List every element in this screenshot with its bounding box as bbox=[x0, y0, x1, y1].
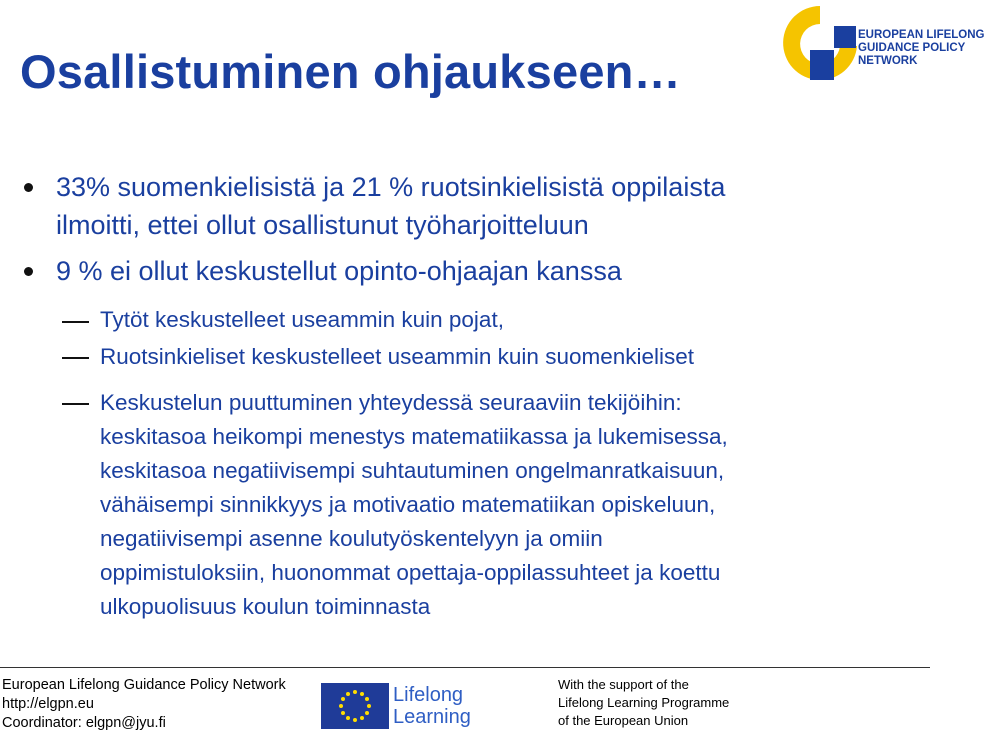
bullet-2-line-1: 9 % ei ollut keskustellut opinto-ohjaajan kanssa bbox=[56, 256, 622, 286]
subbullet-3-line-5: negatiivisempi asenne koulutyöskentelyyn ja omiin bbox=[100, 526, 603, 551]
subbullet-3-line-4: vähäisempi sinnikkyys ja motivaatio matematiikan opiskeluun, bbox=[100, 492, 716, 517]
footer-support-line-3: of the European Union bbox=[558, 713, 689, 728]
dash-icon bbox=[62, 321, 89, 323]
subbullet-3-line-3: keskitasoa negatiivisempi suhtautuminen ongelmanratkaisuun, bbox=[100, 458, 725, 483]
footer-support-line-1: With the support of the bbox=[558, 677, 689, 692]
dash-icon bbox=[62, 357, 89, 359]
eu-flag-icon bbox=[321, 683, 389, 729]
ll-line-2: Learning bbox=[393, 706, 471, 728]
footer-url-link[interactable]: http://elgpn.eu bbox=[2, 696, 94, 712]
logo-line-1: EUROPEAN LIFELONG bbox=[858, 29, 985, 41]
subbullet-3-line-1: Keskustelun puuttuminen yhteydessä seuraaviin tekijöihin: bbox=[100, 390, 682, 415]
footer-network-name: European Lifelong Guidance Policy Network bbox=[2, 677, 286, 693]
logo-text bbox=[858, 29, 985, 68]
bullet-dot-icon bbox=[24, 267, 33, 276]
subbullet-1-line-1: Tytöt keskustelleet useammin kuin pojat, bbox=[100, 307, 504, 332]
bullet-dot-icon bbox=[24, 183, 33, 192]
footer-coordinator[interactable]: Coordinator: elgpn@jyu.fi bbox=[2, 715, 166, 731]
slide-title: Osallistuminen ohjaukseen… bbox=[20, 45, 681, 98]
logo-line-3: NETWORK bbox=[858, 55, 918, 67]
subbullet-3-line-6: oppimistuloksiin, huonommat opettaja-oppilassuhteet ja koettu bbox=[100, 560, 721, 585]
subbullet-3-line-2: keskitasoa heikompi menestys matematiikassa ja lukemisessa, bbox=[100, 424, 728, 449]
lifelong-learning-logo bbox=[393, 684, 471, 728]
bullet-1-line-2: ilmoitti, ettei ollut osallistunut työharjoitteluun bbox=[56, 210, 589, 240]
logo-line-2: GUIDANCE POLICY bbox=[858, 42, 966, 54]
dash-icon bbox=[62, 403, 89, 405]
footer-support-line-2: Lifelong Learning Programme bbox=[558, 695, 730, 710]
footer-right bbox=[558, 676, 729, 730]
footer-divider bbox=[0, 667, 930, 668]
bullet-1-line-1: 33% suomenkielisistä ja 21 % ruotsinkielisistä oppilaista bbox=[56, 172, 726, 202]
footer-left bbox=[2, 676, 286, 733]
subbullet-2-line-1: Ruotsinkieliset keskustelleet useammin kuin suomenkieliset bbox=[100, 344, 695, 369]
subbullet-3-line-7: ulkopuolisuus koulun toiminnasta bbox=[100, 594, 431, 619]
ll-line-1: Lifelong bbox=[393, 684, 464, 706]
